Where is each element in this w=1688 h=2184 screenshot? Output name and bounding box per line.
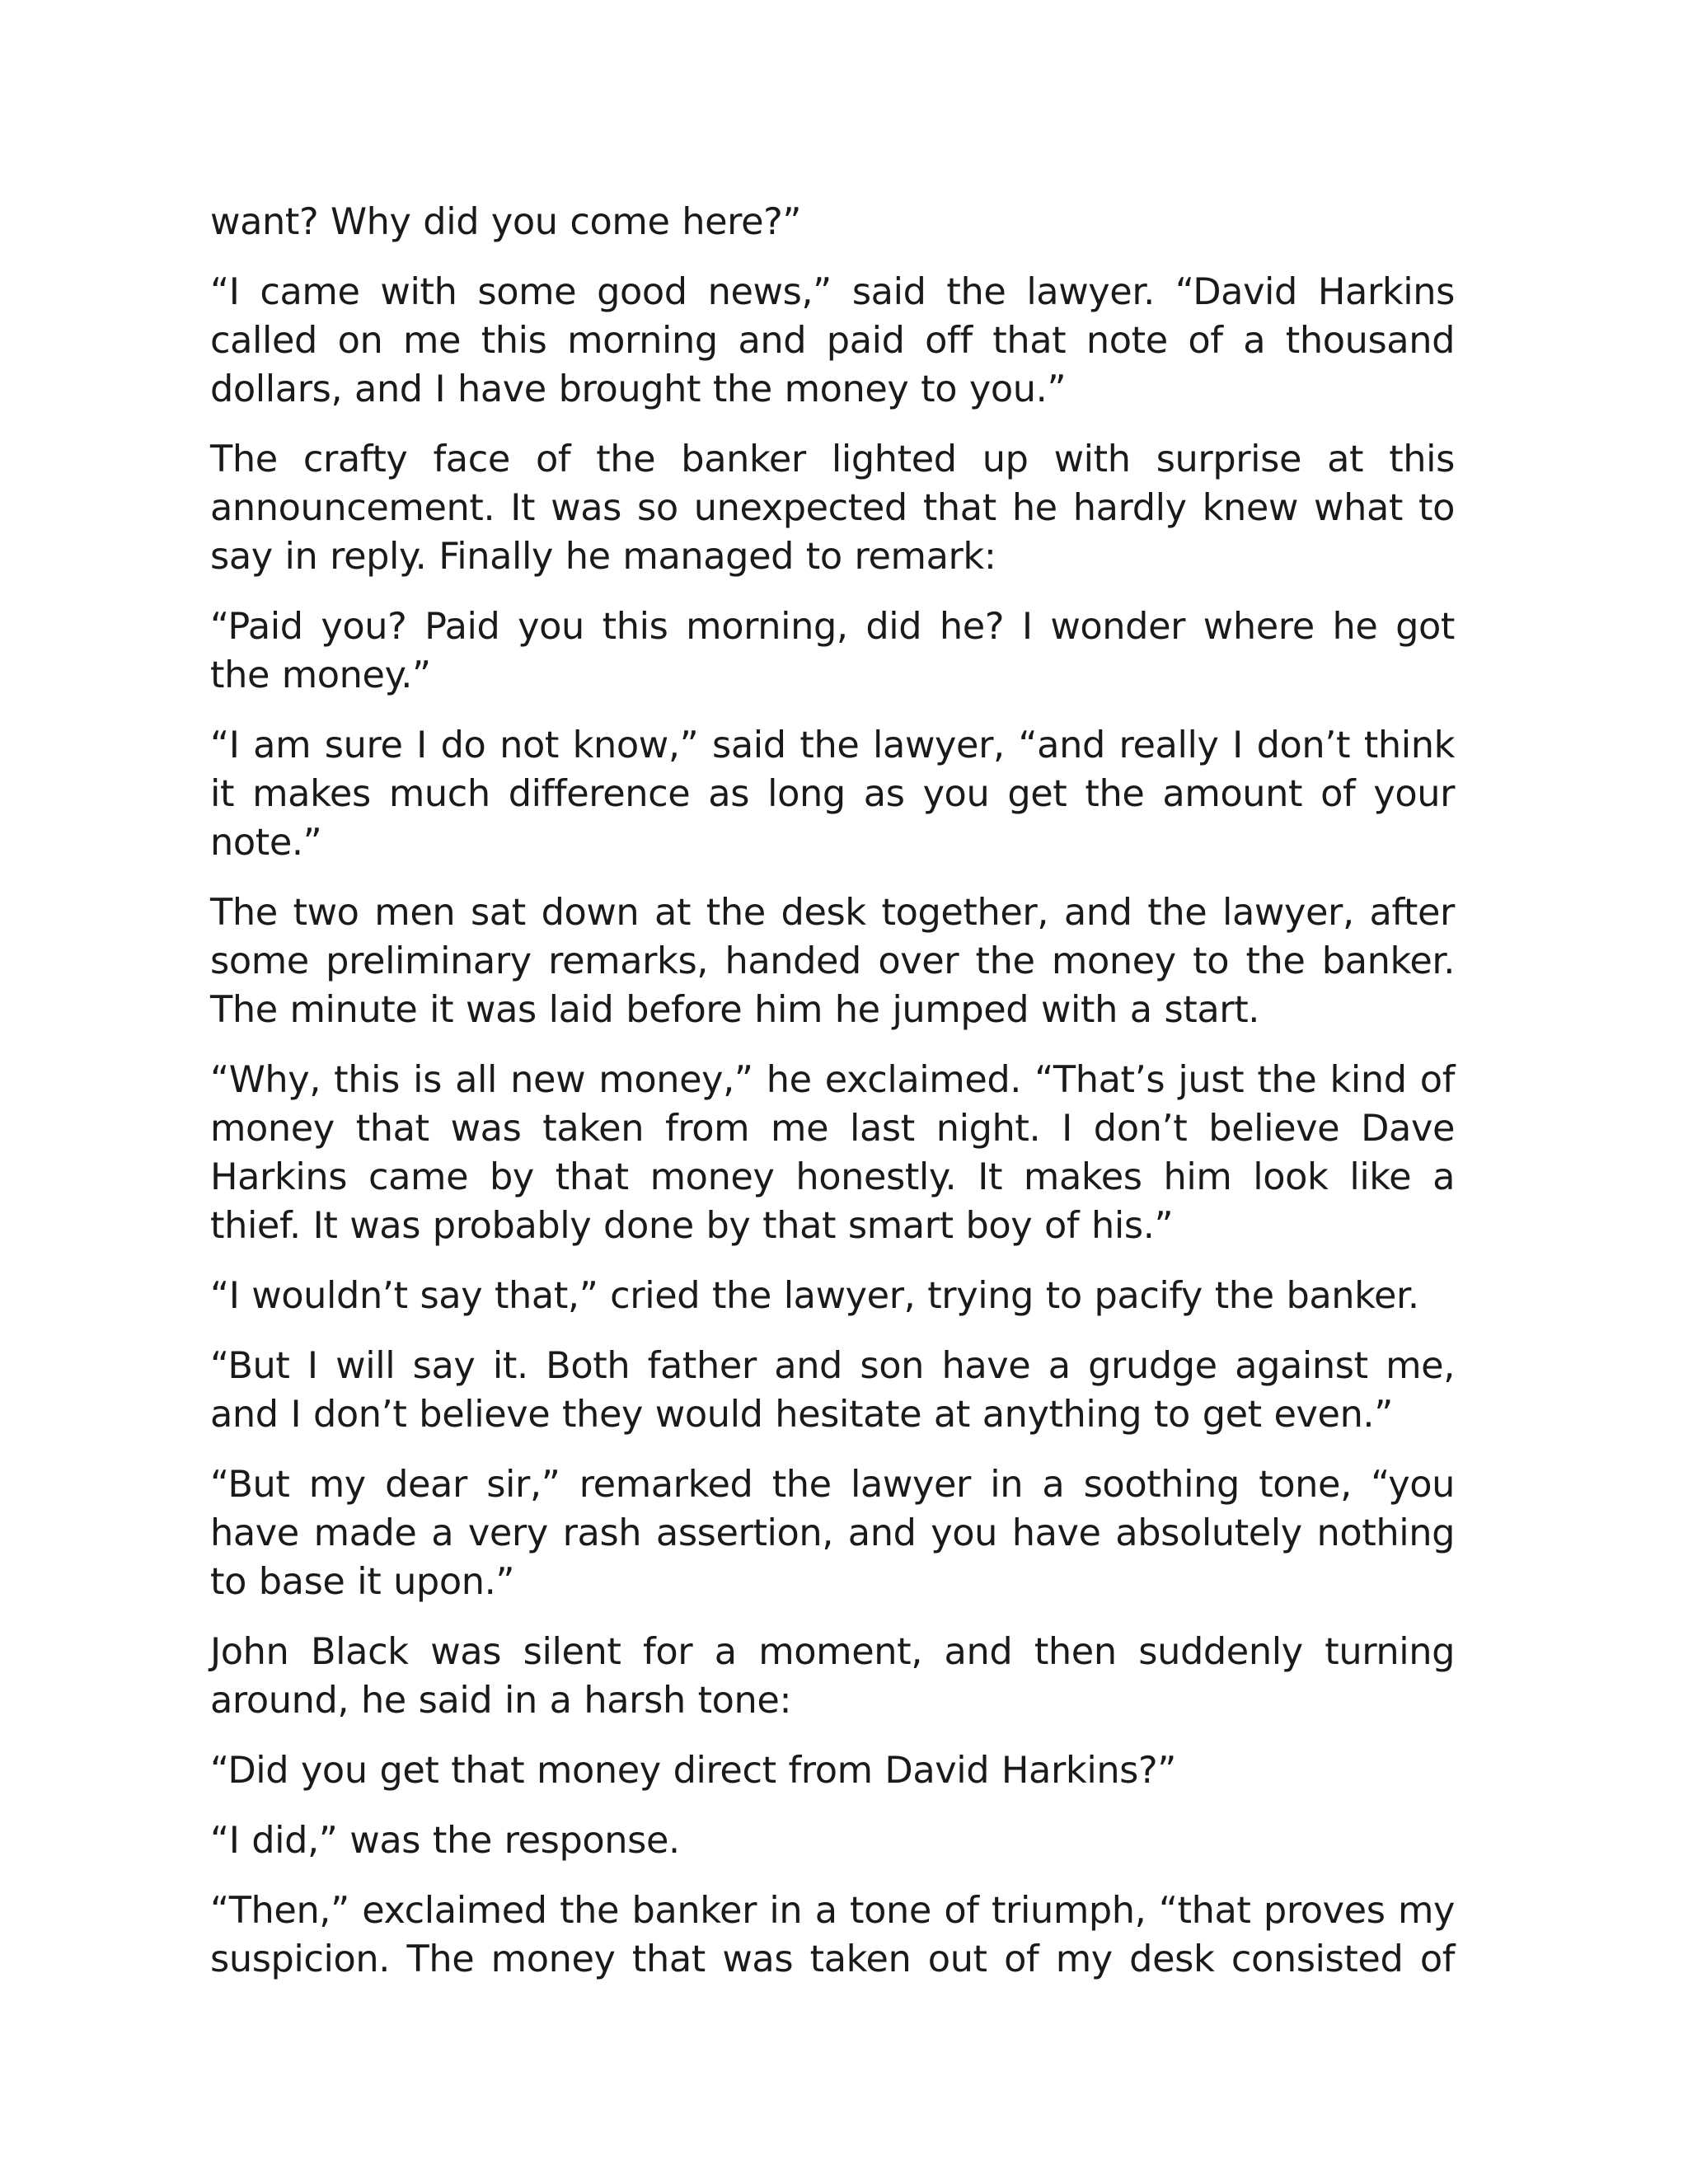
- paragraph-5: “I am sure I do not know,” said the lawyer, “and really I don’t think it makes much difference as long as you get the amount of your note.”: [210, 724, 1455, 864]
- paragraph-1: want? Why did you come here?”: [210, 200, 802, 243]
- paragraph-7: “Why, this is all new money,” he exclaimed. “That’s just the kind of money that was taken from me last night. I don’t believe Dave Harkins came by that money honestly. It makes him look like a thief. It was probably done by that smart boy of his.”: [210, 1058, 1455, 1247]
- paragraph-12: “Did you get that money direct from David Harkins?”: [210, 1749, 1176, 1792]
- paragraph-11: John Black was silent for a moment, and then suddenly turning around, he said in a harsh tone:: [210, 1630, 1455, 1722]
- page-text-body: [210, 198, 1455, 2005]
- paragraph-2: “I came with some good news,” said the lawyer. “David Harkins called on me this morning and paid off that note of a thousand dollars, and I have brought the money to you.”: [210, 270, 1455, 410]
- paragraph-14: “Then,” exclaimed the banker in a tone of triumph, “that proves my suspicion. The money that was taken out of my desk consisted of: [210, 1889, 1455, 1980]
- paragraph-4: “Paid you? Paid you this morning, did he? I wonder where he got the money.”: [210, 605, 1455, 696]
- paragraph-8: “I wouldn’t say that,” cried the lawyer, trying to pacify the banker.: [210, 1274, 1419, 1317]
- paragraph-6: The two men sat down at the desk together, and the lawyer, after some preliminary remarks, handed over the money to the banker. The minute it was laid before him he jumped with a start.: [210, 891, 1455, 1031]
- paragraph-9: “But I will say it. Both father and son have a grudge against me, and I don’t believe they would hesitate at anything to get even.”: [210, 1344, 1455, 1436]
- paragraph-13: “I did,” was the response.: [210, 1819, 680, 1862]
- paragraph-10: “But my dear sir,” remarked the lawyer in a soothing tone, “you have made a very rash assertion, and you have absolutely nothing to base it upon.”: [210, 1463, 1455, 1603]
- paragraph-3: The crafty face of the banker lighted up with surprise at this announcement. It was so unexpected that he hardly knew what to say in reply. Finally he managed to remark:: [210, 438, 1455, 578]
